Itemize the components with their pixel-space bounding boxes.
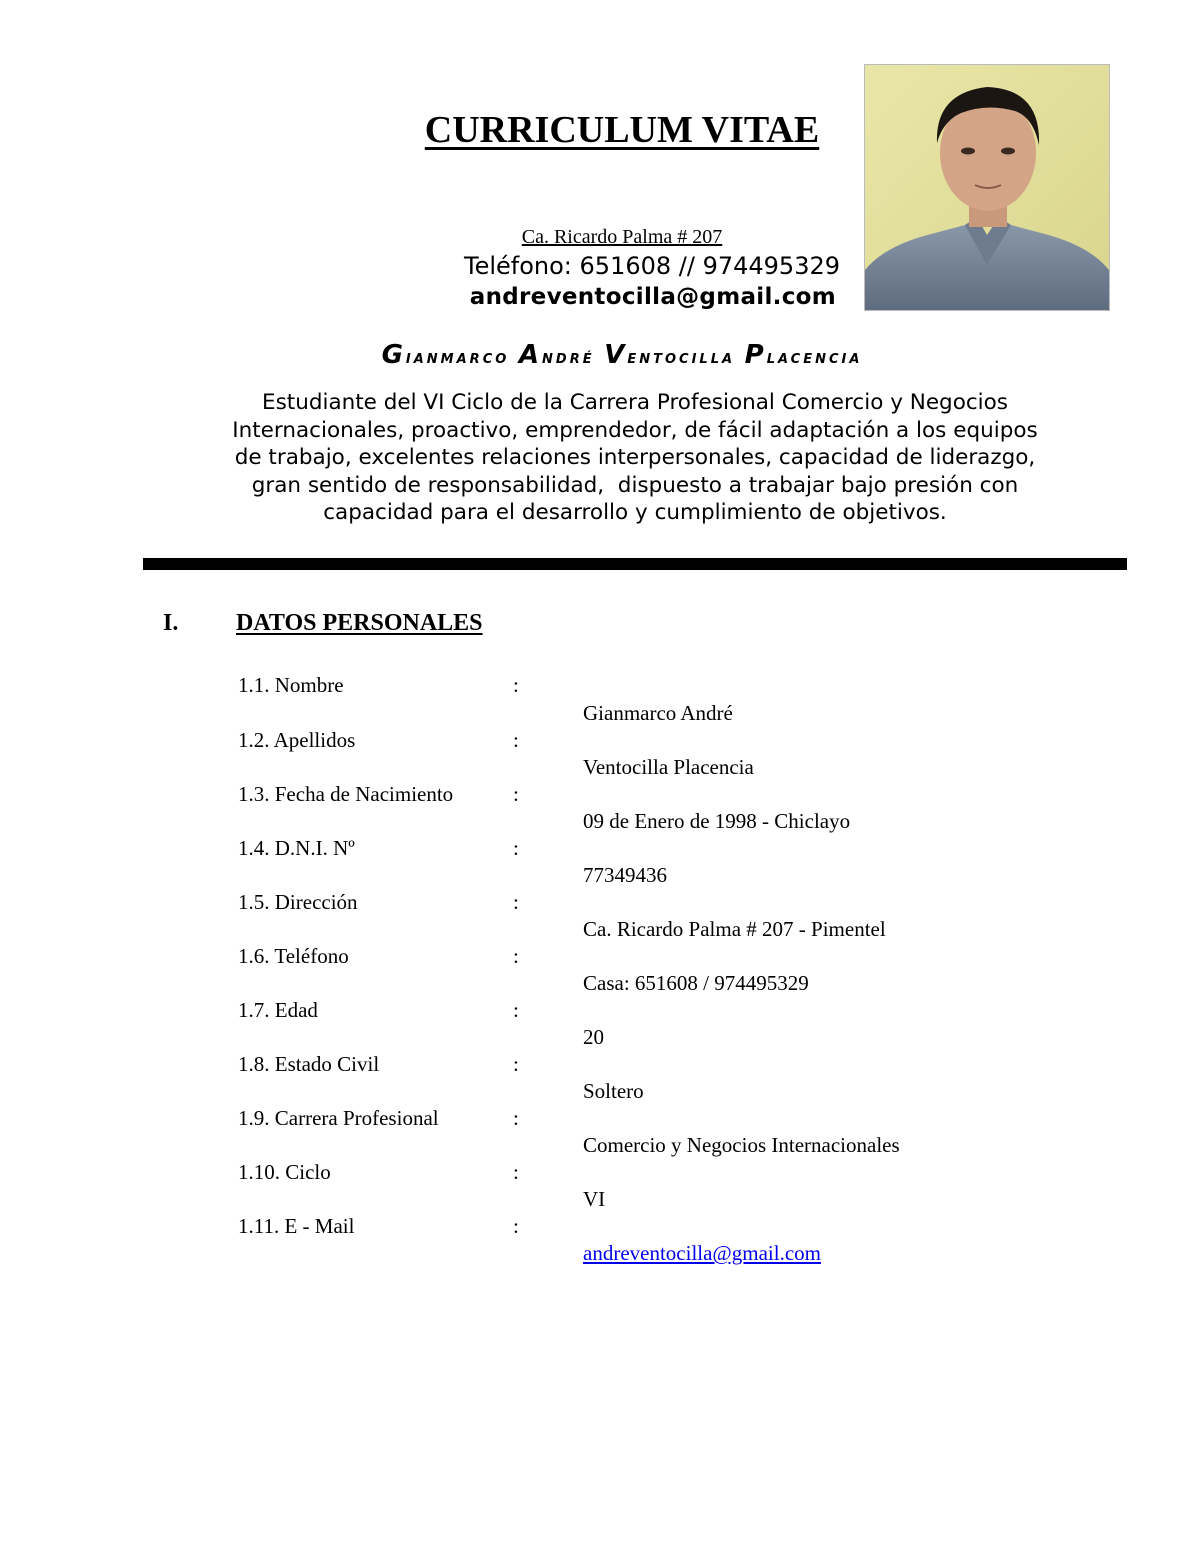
field-value-carrera: Comercio y Negocios Internacionales — [583, 1133, 900, 1157]
section-divider — [143, 558, 1127, 570]
field-value-telefono: Casa: 651608 / 974495329 — [583, 971, 809, 995]
field-colon: : — [513, 1160, 519, 1184]
field-colon: : — [513, 782, 519, 806]
profile-photo — [864, 64, 1110, 311]
field-value-fecha-nacimiento: 09 de Enero de 1998 - Chiclayo — [583, 809, 851, 833]
field-label-apellidos: 1.2. Apellidos — [238, 728, 356, 752]
field-label-ciclo: 1.10. Ciclo — [238, 1160, 331, 1184]
field-label-fecha-nacimiento: 1.3. Fecha de Nacimiento — [238, 782, 454, 806]
field-colon: : — [513, 890, 519, 914]
field-value-ciclo: VI — [583, 1187, 606, 1211]
field-value-edad: 20 — [583, 1025, 604, 1049]
header-phone: Teléfono: 651608 // 974495329 — [464, 252, 840, 280]
field-label-edad: 1.7. Edad — [238, 998, 318, 1022]
field-value-email — [583, 1241, 821, 1266]
summary-line: capacidad para el desarrollo y cumplimiento de objetivos. — [323, 500, 947, 525]
full-name — [0, 340, 1200, 370]
field-colon: : — [513, 1106, 519, 1130]
field-value-dni: 77349436 — [583, 863, 667, 887]
field-label-dni: 1.4. D.N.I. Nº — [238, 836, 355, 860]
name-fourth: Placencia — [744, 340, 863, 370]
field-label-email: 1.11. E - Mail — [238, 1214, 355, 1238]
name-third: Ventocilla — [604, 340, 736, 370]
field-value-estado-civil: Soltero — [583, 1079, 644, 1103]
summary-line: Estudiante del VI Ciclo de la Carrera Profesional Comercio y Negocios — [261, 390, 1009, 415]
profile-summary — [150, 389, 1120, 527]
field-value-nombre: Gianmarco André — [583, 701, 733, 725]
section-number: I. — [163, 610, 179, 636]
summary-line: de trabajo, excelentes relaciones interpersonales, capacidad de liderazgo, — [234, 445, 1036, 470]
field-colon: : — [513, 944, 519, 968]
email-link[interactable]: andreventocilla@gmail.com — [583, 1241, 822, 1265]
summary-line: Internacionales, proactivo, emprendedor, de fácil adaptación a los equipos — [232, 417, 1038, 443]
field-label-carrera: 1.9. Carrera Profesional — [238, 1106, 439, 1130]
field-label-estado-civil: 1.8. Estado Civil — [238, 1052, 380, 1076]
name-first: Gianmarco — [381, 340, 510, 370]
field-colon: : — [513, 728, 519, 752]
field-colon: : — [513, 673, 519, 697]
field-value-direccion: Ca. Ricardo Palma # 207 - Pimentel — [583, 917, 886, 941]
field-colon: : — [513, 1052, 519, 1076]
field-label-telefono: 1.6. Teléfono — [238, 944, 349, 968]
summary-line: gran sentido de responsabilidad, dispuesto a trabajar bajo presión con — [251, 472, 1019, 498]
document-title: CURRICULUM VITAE — [424, 109, 820, 151]
name-second: André — [518, 340, 595, 370]
field-colon: : — [513, 1214, 519, 1238]
field-label-nombre: 1.1. Nombre — [238, 673, 344, 697]
field-colon: : — [513, 836, 519, 860]
section-title: DATOS PERSONALES — [236, 610, 483, 636]
header-email: andreventocilla@gmail.com — [469, 284, 836, 310]
field-colon: : — [513, 998, 519, 1022]
field-label-direccion: 1.5. Dirección — [238, 890, 358, 914]
field-value-apellidos: Ventocilla Placencia — [583, 755, 754, 779]
header-address: Ca. Ricardo Palma # 207 — [521, 226, 723, 248]
